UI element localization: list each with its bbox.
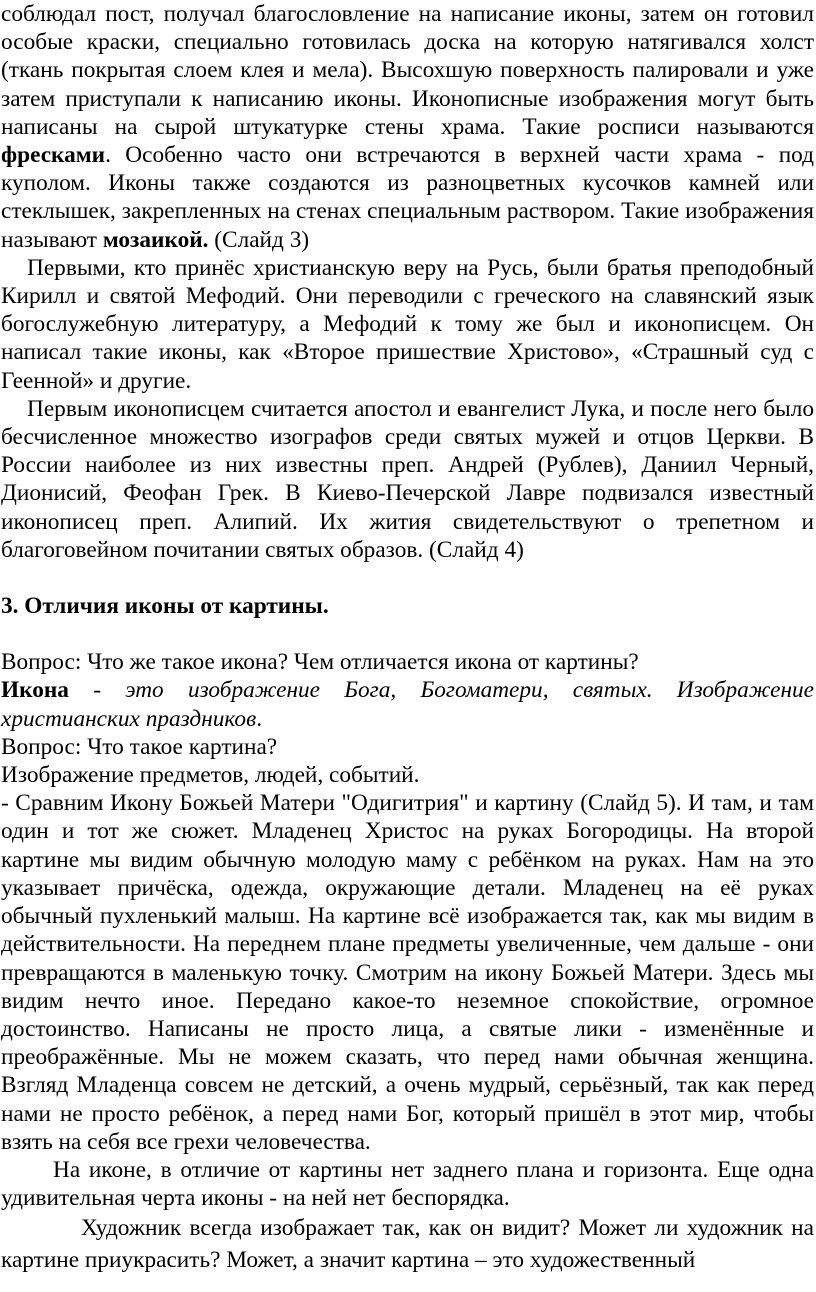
term-mosaic: мозаикой. (102, 226, 209, 253)
paragraph-no-background: На иконе, в отличие от картины нет заднего плана и горизонта. Еще одна удивительная черта иконы - на ней нет беспорядка. (1, 1156, 814, 1212)
question-what-is-icon: Вопрос: Что же такое икона? Чем отличается икона от картины? (1, 649, 639, 676)
paragraph-first-iconographer: Первым иконописцем считается апостол и евангелист Лука, и после него было бесчисленное множество изографов среди святых мужей и отцов Церкви. В России наиболее из них известны преп. Андрей (Рублев), Даниил Черный, Дионисий, Феофан Грек. В Киево-Печерской Лавре подвизался известный иконописец преп. Алипий. Их жития свидетельствуют о трепетном и благоговейном почитании святых образов. (Слайд 4) (1, 395, 814, 563)
paragraph-text: . Особенно часто они встречаются в верхней части храма - под куполом. Иконы также создаются из разноцветных кусочков камней или стеклышек, закрепленных на стенах специальным раствором. Такие изображения называют (1, 142, 814, 253)
term-frescoes: фресками (1, 142, 106, 169)
icon-definition (1, 676, 814, 732)
paragraph-artist-question: Художник всегда изображает так, как он видит? Может ли художник на картине приукрасить? Может, а значит картина – это художественный (1, 1215, 814, 1274)
definition-dash: - (68, 677, 126, 704)
blank-line (1, 564, 814, 592)
definition-end: . (256, 705, 263, 732)
paragraph-cyril-methodius: Первыми, кто принёс христианскую веру на Русь, были братья преподобный Кирилл и святой Мефодий. Они переводили с греческого на славянский язык богослужебную литературу, а Мефодий к тому же был и иконописцем. Он написал такие иконы, как «Второе пришествие Христово», «Страшный суд с Геенной» и другие. (1, 254, 814, 394)
section-heading-text: 3. Отличия иконы от картины. (1, 593, 329, 620)
question-what-is-painting: Вопрос: Что такое картина? (1, 733, 278, 760)
section-heading (1, 592, 814, 620)
paragraph-text: соблюдал пост, получал благословление на написание иконы, затем он готовил особые краски, специально готовилась доска на которую натягивался холст (ткань покрытая слоем клея и мела). Высохшую поверхность палировали и уже затем приступали к написанию иконы. Иконописные изображения могут быть написаны на сырой штукатурке стены храма. Такие росписи называются (1, 1, 814, 140)
paragraph-comparison: - Сравним Икону Божьей Матери "Одигитрия" и картину (Слайд 5). И там, и там один и тот же сюжет. Младенец Христос на руках Богородицы. На второй картине мы видим обычную молодую маму с ребёнком на руках. Нам на это указывает причёска, одежда, окружающие детали. Младенец на её руках обычный пухленький малыш. На картине всё изображается так, как мы видим в действительности. На переднем плане предметы увеличенные, чем дальше - они превращаются в маленькую точку. Смотрим на икону Божьей Матери. Здесь мы видим нечто иное. Передано какое-то неземное спокойствие, огромное достоинство. Написаны не просто лица, а святые лики - изменённые и преображённые. Мы не можем сказать, что перед нами обычная женщина. Взгляд Младенца совсем не детский, а очень мудрый, серьёзный, так как перед нами не просто ребёнок, а перед нами Бог, который пришёл в этот мир, чтобы взять на себя все грехи человечества. (1, 790, 814, 1155)
term-icon: Икона (1, 677, 69, 704)
paragraph-icon-painting-process (1, 0, 814, 254)
answer-painting: Изображение предметов, людей, событий. (1, 762, 420, 789)
definition-text: это изображение Бога, Богоматери, святых. Изображение христианских праздников (1, 677, 814, 732)
blank-line (1, 620, 814, 648)
slide-reference: (Слайд 3) (208, 226, 310, 253)
